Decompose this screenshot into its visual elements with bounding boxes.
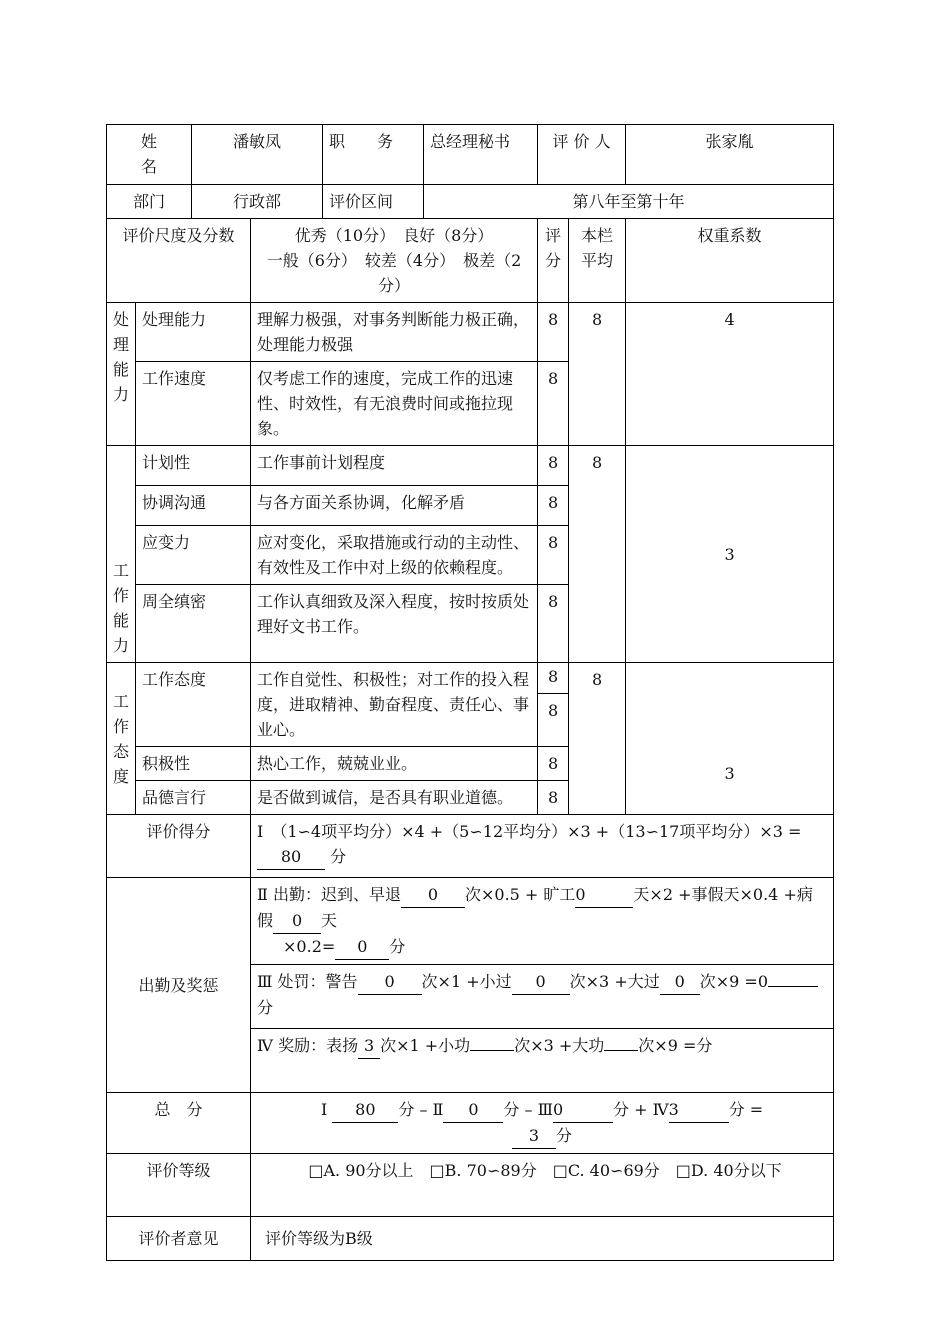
section-weight: 3: [626, 446, 834, 663]
item-description: 工作自觉性、积极性；对工作的投入程度，进取精神、勤奋程度、责任心、事业心。: [251, 663, 538, 747]
opinion-label: 评价者意见: [107, 1217, 251, 1261]
item-score: 8: [538, 526, 569, 585]
item-name: 积极性: [136, 747, 251, 781]
major-demerit-count: 0: [660, 969, 700, 995]
item-score: 8: [538, 663, 569, 694]
weight-column-header: 权重系数: [626, 219, 834, 303]
absent-days: 0: [575, 882, 633, 908]
minor-demerit-count: 0: [512, 969, 570, 995]
category-label: [109, 689, 133, 789]
evaluation-table: [106, 124, 834, 1261]
attendance-text: ×0.2=: [283, 937, 336, 956]
praise-count: 3: [358, 1033, 380, 1059]
attendance-total: 0: [335, 934, 389, 960]
item-name: 计划性: [136, 446, 251, 486]
average-column-header: 本栏平均: [569, 219, 626, 303]
section-weight: 4: [626, 303, 834, 446]
score-unit: 分: [330, 847, 347, 866]
opinion-value: 评价等级为B级: [251, 1217, 834, 1261]
item-description: 仅考虑工作的速度，完成工作的迅速性、时效性，有无浪费时间或拖拉现象。: [251, 362, 538, 446]
reward-text: Ⅳ 奖励：表扬: [257, 1036, 359, 1055]
attendance-text: 天×2 +事假天×0.4 +病假: [257, 885, 813, 930]
item-name: 品德言行: [136, 781, 251, 815]
dept-label: 部门: [107, 185, 192, 219]
total-text: 分 + Ⅳ: [613, 1100, 669, 1119]
category-char: 工: [112, 691, 129, 711]
scale-label: 评价尺度及分数: [107, 219, 251, 303]
score-formula: [251, 815, 834, 878]
item-name: 应变力: [136, 526, 251, 585]
total-text: 分 – Ⅱ: [398, 1100, 444, 1119]
category-work-attitude: [107, 663, 136, 815]
category-label: [109, 307, 133, 407]
item-description: 是否做到诚信，是否具有职业道德。: [251, 781, 538, 815]
total-part-1: 80: [332, 1097, 398, 1123]
name-value: 潘敏凤: [192, 125, 323, 185]
penalty-blank: [768, 986, 818, 987]
attendance-text: 天: [321, 911, 338, 930]
reward-text: 次×9 =分: [638, 1036, 713, 1055]
evaluator-value: 张家胤: [626, 125, 834, 185]
penalty-text: 次×1 +小过: [421, 972, 512, 991]
item-name: 处理能力: [136, 303, 251, 362]
category-char: 力: [112, 385, 129, 404]
grade-label: 评价等级: [107, 1154, 251, 1217]
item-description: 与各方面关系协调，化解矛盾: [251, 486, 538, 526]
score-column-header: 评分: [538, 219, 569, 303]
category-work-ability: [107, 446, 136, 663]
category-char: 力: [112, 636, 129, 655]
category-char: 作: [112, 716, 129, 736]
section-average: 8: [569, 663, 626, 815]
attendance-text: 次×0.5 + 旷工: [464, 885, 576, 904]
period-value: 第八年至第十年: [424, 185, 834, 219]
grade-options: □A. 90分以上 □B. 70∽89分 □C. 40∽69分 □D. 40分以下: [251, 1154, 834, 1217]
reward-text: 次×3 +大功: [514, 1036, 605, 1055]
minor-merit-blank: [470, 1050, 514, 1051]
attendance-unit: 分: [389, 937, 406, 956]
position-label: 职 务: [323, 125, 424, 185]
total-part-2: 0: [443, 1097, 503, 1123]
item-score: 8: [538, 446, 569, 486]
item-description: 工作认真细致及深入程度，按时按质处理好文书工作。: [251, 585, 538, 663]
late-count: 0: [401, 882, 465, 908]
item-score: 8: [538, 585, 569, 663]
attendance-text: Ⅱ 出勤：迟到、早退: [257, 885, 401, 904]
evaluator-label: 评 价 人: [538, 125, 626, 185]
item-score: 8: [538, 747, 569, 781]
attendance-label: 出勤及奖惩: [107, 878, 251, 1093]
category-char: 作: [112, 586, 129, 605]
category-label: [109, 558, 133, 658]
name-label: 姓 名: [107, 125, 192, 185]
dept-value: 行政部: [192, 185, 323, 219]
total-part-3: 0: [553, 1097, 613, 1123]
item-description: 理解力极强，对事务判断能力极正确，处理能力极强: [251, 303, 538, 362]
item-name: 周全缜密: [136, 585, 251, 663]
total-formula: [251, 1093, 834, 1154]
position-value: 总经理秘书: [424, 125, 538, 185]
score-row-label: 评价得分: [107, 815, 251, 878]
total-text: 分 =: [728, 1100, 764, 1119]
penalty-row: [251, 965, 834, 1029]
total-text: 分 – Ⅲ: [503, 1100, 554, 1119]
section-average: 8: [569, 446, 626, 663]
score-value: 80: [257, 844, 325, 870]
item-score: 8: [538, 303, 569, 362]
warning-count: 0: [358, 969, 422, 995]
total-text: Ⅰ: [320, 1100, 328, 1119]
scale-text: 优秀（10分） 良好（8分） 一般（6分） 较差（4分） 极差（2分）: [251, 219, 538, 303]
item-score: 8: [538, 362, 569, 446]
penalty-unit: 分: [257, 998, 274, 1017]
section-weight: 3: [626, 663, 834, 815]
sick-days: 0: [273, 908, 321, 934]
category-char: 能: [112, 611, 129, 630]
item-name: 协调沟通: [136, 486, 251, 526]
item-name: 工作态度: [136, 663, 251, 747]
item-description: 应对变化，采取措施或行动的主动性、有效性及工作中对上级的依赖程度。: [251, 526, 538, 585]
total-label: 总 分: [107, 1093, 251, 1154]
penalty-text: 次×9 =0: [699, 972, 768, 991]
major-merit-blank: [604, 1050, 638, 1051]
category-char: 处: [112, 310, 129, 329]
category-char: 度: [112, 766, 129, 786]
item-description: 工作事前计划程度: [251, 446, 538, 486]
item-description: 热心工作，兢兢业业。: [251, 747, 538, 781]
total-part-4: 3: [669, 1097, 729, 1123]
attendance-row: [251, 878, 834, 965]
reward-text: 次×1 +小功: [380, 1036, 471, 1055]
category-char: 工: [112, 561, 129, 580]
period-label: 评价区间: [323, 185, 424, 219]
total-result: 3: [512, 1123, 556, 1149]
category-processing: [107, 303, 136, 446]
score-formula-text: Ⅰ （1∽4项平均分）×4 +（5∽12平均分）×3 +（13∽17项平均分）×3 =: [257, 822, 802, 841]
item-score: 8: [538, 486, 569, 526]
category-char: 理: [112, 335, 129, 354]
total-unit: 分: [556, 1126, 573, 1145]
category-char: 能: [112, 360, 129, 379]
category-char: 态: [112, 741, 129, 761]
item-score: 8: [538, 781, 569, 815]
item-score: 8: [538, 694, 569, 747]
section-average: 8: [569, 303, 626, 446]
item-name: 工作速度: [136, 362, 251, 446]
penalty-text: Ⅲ 处罚：警告: [257, 972, 358, 991]
penalty-text: 次×3 +大过: [569, 972, 660, 991]
reward-row: [251, 1029, 834, 1093]
